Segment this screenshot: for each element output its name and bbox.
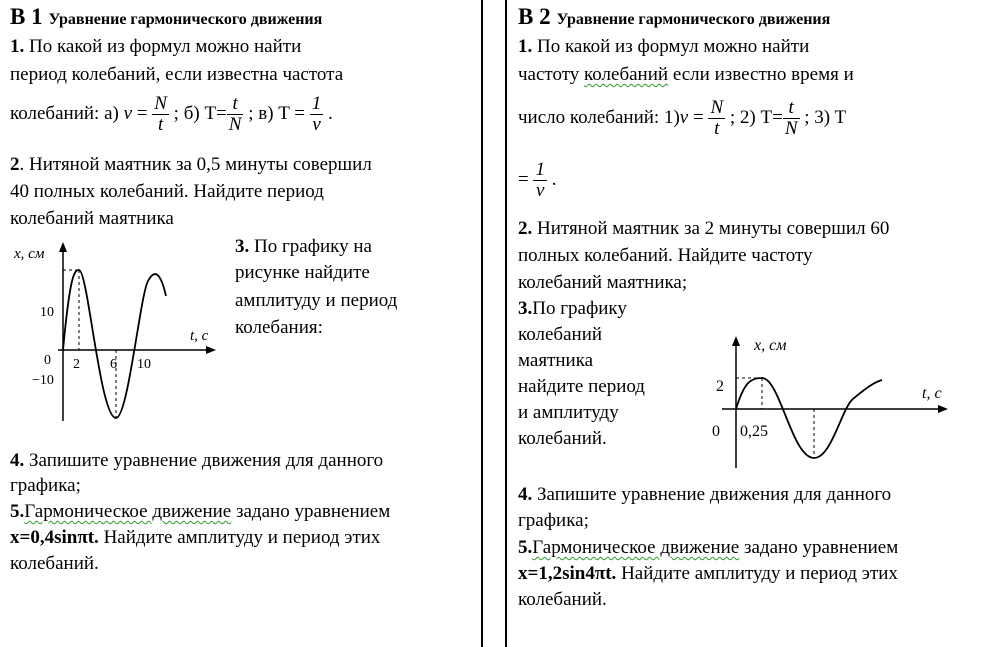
v2-formula-2: $\frac{t}{N}$ — [784, 97, 798, 140]
v1-q5-line1: 5.Гармоническое движение задано уравнением — [10, 501, 391, 522]
v2-q1-formulas: число колебаний: 1)ν = $\frac{N}{t}$ ; 2) T= $\frac{t}{N}$ ; 3) T — [518, 97, 847, 140]
v2-q4-line1: 4. Запишите уравнение движения для данного — [518, 484, 892, 505]
v2-y-axis-label: x, см — [754, 337, 787, 354]
v1-q4-line2: графика; — [10, 475, 81, 496]
v1-q4-line1: 4. Запишите уравнение движения для данного — [10, 450, 384, 471]
v2-q2-line1: 2. Нитяной маятник за 2 минуты совершил 60 — [518, 218, 890, 239]
v1-q1-line2: период колебаний, если известна частота — [10, 64, 344, 85]
v1-q1-line1: 1. По какой из формул можно найти — [10, 36, 302, 57]
v2-q5-line3: колебаний. — [518, 589, 607, 610]
v1-q5-line3: колебаний. — [10, 553, 99, 574]
column-divider-left — [481, 0, 483, 647]
v1-tick-neg10: −10 — [32, 373, 54, 388]
v2-tick-025: 0,25 — [740, 423, 768, 440]
v2-q3-line1: 3.По графику — [518, 298, 627, 319]
v2-q3-line4: найдите период — [518, 376, 645, 397]
v1-tick-x10: 10 — [137, 357, 151, 372]
v1-q2-line1: 2. Нитяной маятник за 0,5 минуты совершил — [10, 154, 372, 175]
v1-q1-formulas: колебаний: а) ν = $\frac{N}{t}$ ; б) T= $\frac{t}{N}$ ; в) T = $\frac{1}{\nu}$ . — [10, 93, 333, 136]
v2-formula-1: $\frac{N}{t}$ — [710, 97, 724, 140]
v1-q2-line3: колебаний маятника — [10, 208, 174, 229]
v2-q5-line1: 5.Гармоническое движение задано уравнением — [518, 537, 899, 558]
v2-q1-line2: частоту колебаний если известно время и — [518, 64, 854, 85]
variant-1-header — [10, 4, 322, 30]
v2-oscillation-graph — [692, 328, 962, 473]
v2-q3-line6: колебаний. — [518, 428, 607, 449]
v1-q3-line4: колебания: — [235, 317, 323, 338]
variant-2-header — [518, 4, 830, 30]
variant-1-label: В 1 — [10, 4, 43, 29]
v2-origin: 0 — [712, 423, 720, 440]
v1-tick-10: 10 — [40, 305, 54, 320]
variant-2-column — [507, 0, 998, 647]
v2-q3-line3: маятника — [518, 350, 594, 371]
v2-tick-2: 2 — [716, 378, 724, 395]
v1-tick-2: 2 — [73, 357, 80, 372]
v2-q2-line3: колебаний маятника; — [518, 272, 688, 293]
v1-y-axis-label: x, см — [14, 246, 45, 262]
v1-q3-line2: рисунке найдите — [235, 262, 370, 283]
v1-formula-b: $\frac{t}{N}$ — [228, 93, 242, 136]
variant-2-heading: Уравнение гармонического движения — [556, 11, 831, 28]
v1-formula-a: $\frac{N}{t}$ — [154, 93, 167, 136]
v1-q2-line2: 40 полных колебаний. Найдите период — [10, 181, 324, 202]
v2-x-axis-label: t, с — [922, 385, 942, 402]
v1-q5-line2: x=0,4sinπt. Найдите амплитуду и период этих — [10, 527, 381, 548]
variant-2-label: В 2 — [518, 4, 551, 29]
v2-q1-line1: 1. По какой из формул можно найти — [518, 36, 810, 57]
v1-q3-line3: амплитуду и период — [235, 290, 398, 311]
v2-q5-line2: x=1,2sin4πt. Найдите амплитуду и период этих — [518, 563, 898, 584]
v2-q4-line2: графика; — [518, 510, 589, 531]
v2-q3-line5: и амплитуду — [518, 402, 619, 423]
v2-q2-line2: полных колебаний. Найдите частоту — [518, 245, 813, 266]
variant-1-heading: Уравнение гармонического движения — [48, 11, 323, 28]
v1-q3-line1: 3. По графику на — [235, 236, 372, 257]
v2-q5-equation: x=1,2sin4πt. — [518, 563, 617, 584]
v2-formula-3: $\frac{1}{\nu}$ — [535, 159, 545, 202]
v1-tick-6: 6 — [110, 357, 117, 372]
v1-oscillation-graph — [10, 236, 230, 436]
v1-x-axis-label: t, с — [190, 328, 209, 344]
v1-formula-c: $\frac{1}{\nu}$ — [311, 93, 322, 136]
v1-q5-equation: x=0,4sinπt. — [10, 527, 99, 548]
variant-1-column — [0, 0, 484, 647]
v2-q3-line2: колебаний — [518, 324, 603, 345]
v2-q1-formula-3: = $\frac{1}{\nu}$ . — [518, 159, 557, 202]
v1-origin: 0 — [44, 353, 51, 368]
